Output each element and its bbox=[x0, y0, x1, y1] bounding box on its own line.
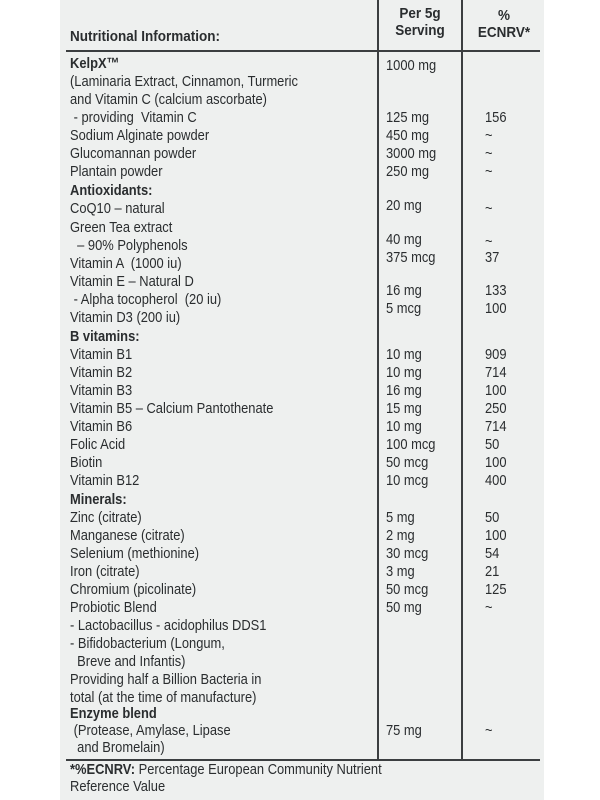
ecnrv-percent: 50 bbox=[485, 436, 500, 453]
nutrient-label: Vitamin A (1000 iu) bbox=[70, 255, 182, 272]
ecnrv-percent: 133 bbox=[485, 282, 507, 299]
amount-per-serving: 75 mg bbox=[386, 722, 422, 739]
footnote-line2: Reference Value bbox=[70, 778, 166, 795]
amount-per-serving: 50 mg bbox=[386, 599, 422, 616]
nutrient-label: CoQ10 – natural bbox=[70, 200, 165, 217]
ecnrv-percent: 250 bbox=[485, 400, 507, 417]
section-heading: Enzyme blend bbox=[70, 705, 157, 722]
ecnrv-percent: 125 bbox=[485, 581, 507, 598]
ecnrv-percent: 54 bbox=[485, 545, 500, 562]
nutrient-label: Vitamin B1 bbox=[70, 346, 133, 363]
amount-per-serving: 20 mg bbox=[386, 197, 422, 214]
section-heading: Minerals: bbox=[70, 491, 127, 508]
nutrient-label: Biotin bbox=[70, 454, 103, 471]
ecnrv-percent: 100 bbox=[485, 382, 507, 399]
nutrition-panel bbox=[60, 0, 544, 800]
amount-per-serving: 450 mg bbox=[386, 127, 430, 144]
nutrient-label: Green Tea extract bbox=[70, 219, 173, 236]
nutrient-label: - Alpha tocopherol (20 iu) bbox=[70, 291, 222, 308]
ecnrv-percent: ~ bbox=[485, 200, 493, 217]
section-heading: KelpX™ bbox=[70, 55, 120, 72]
ecnrv-percent: 714 bbox=[485, 364, 507, 381]
nutrient-label: total (at the time of manufacture) bbox=[70, 689, 257, 706]
ecnrv-percent: 156 bbox=[485, 109, 507, 126]
amount-per-serving: 16 mg bbox=[386, 382, 422, 399]
nutrient-label: Providing half a Billion Bacteria in bbox=[70, 671, 262, 688]
ecnrv-percent: ~ bbox=[485, 145, 493, 162]
amount-per-serving: 40 mg bbox=[386, 231, 422, 248]
ecnrv-header-line1: % bbox=[497, 7, 511, 24]
ecnrv-header-line2: ECNRV* bbox=[477, 24, 531, 41]
amount-per-serving: 3 mg bbox=[386, 563, 415, 580]
column-divider-serving bbox=[377, 0, 379, 760]
amount-per-serving: 2 mg bbox=[386, 527, 415, 544]
amount-per-serving: 125 mg bbox=[386, 109, 430, 126]
nutrient-label: Glucomannan powder bbox=[70, 145, 197, 162]
nutrient-label: Iron (citrate) bbox=[70, 563, 140, 580]
nutrient-label: Zinc (citrate) bbox=[70, 509, 142, 526]
nutrient-label: Vitamin B6 bbox=[70, 418, 133, 435]
section-heading: Antioxidants: bbox=[70, 182, 153, 199]
ecnrv-percent: ~ bbox=[485, 233, 493, 250]
section-heading: B vitamins: bbox=[70, 328, 140, 345]
header-rule bbox=[66, 50, 540, 52]
amount-per-serving: 10 mcg bbox=[386, 472, 429, 489]
nutrient-label: Breve and Infantis) bbox=[70, 653, 186, 670]
serving-header-line2: Serving bbox=[395, 22, 445, 39]
nutrient-label: Manganese (citrate) bbox=[70, 527, 185, 544]
ecnrv-percent: 100 bbox=[485, 300, 507, 317]
ecnrv-percent: 21 bbox=[485, 563, 500, 580]
nutrient-label: (Laminaria Extract, Cinnamon, Turmeric bbox=[70, 73, 298, 90]
nutrient-label: Folic Acid bbox=[70, 436, 126, 453]
nutrient-label: and Vitamin C (calcium ascorbate) bbox=[70, 91, 267, 108]
amount-per-serving: 10 mg bbox=[386, 364, 422, 381]
nutrient-label: - providing Vitamin C bbox=[70, 109, 197, 126]
nutrient-label: Selenium (methionine) bbox=[70, 545, 200, 562]
amount-per-serving: 10 mg bbox=[386, 346, 422, 363]
amount-per-serving: 5 mcg bbox=[386, 300, 422, 317]
nutrient-label: Vitamin B5 – Calcium Pantothenate bbox=[70, 400, 274, 417]
nutrient-label: - Bifidobacterium (Longum, bbox=[70, 635, 225, 652]
nutrient-label: Vitamin B12 bbox=[70, 472, 140, 489]
amount-per-serving: 50 mcg bbox=[386, 581, 429, 598]
nutrient-label: Plantain powder bbox=[70, 163, 163, 180]
ecnrv-percent: ~ bbox=[485, 599, 493, 616]
footnote-text: Percentage European Community Nutrient bbox=[135, 761, 382, 778]
amount-per-serving: 30 mcg bbox=[386, 545, 429, 562]
amount-per-serving: 100 mcg bbox=[386, 436, 436, 453]
nutrient-label: Vitamin D3 (200 iu) bbox=[70, 309, 181, 326]
ecnrv-percent: ~ bbox=[485, 127, 493, 144]
column-divider-ecnrv bbox=[461, 0, 463, 760]
nutrient-label: – 90% Polyphenols bbox=[70, 237, 188, 254]
ecnrv-percent: 100 bbox=[485, 527, 507, 544]
nutrient-label: Probiotic Blend bbox=[70, 599, 157, 616]
footnote-line1 bbox=[70, 761, 382, 779]
nutrient-label: and Bromelain) bbox=[70, 739, 165, 756]
nutrient-label: Vitamin B2 bbox=[70, 364, 133, 381]
amount-per-serving: 5 mg bbox=[386, 509, 415, 526]
amount-per-serving: 1000 mg bbox=[386, 57, 437, 74]
ecnrv-percent: 400 bbox=[485, 472, 507, 489]
amount-per-serving: 3000 mg bbox=[386, 145, 437, 162]
table-title: Nutritional Information: bbox=[70, 28, 220, 45]
footnote-key: *%ECNRV: bbox=[70, 761, 136, 778]
nutrient-label: Vitamin B3 bbox=[70, 382, 133, 399]
nutrient-label: Chromium (picolinate) bbox=[70, 581, 197, 598]
ecnrv-percent: 909 bbox=[485, 346, 507, 363]
amount-per-serving: 16 mg bbox=[386, 282, 422, 299]
amount-per-serving: 10 mg bbox=[386, 418, 422, 435]
ecnrv-percent: ~ bbox=[485, 722, 493, 739]
amount-per-serving: 15 mg bbox=[386, 400, 422, 417]
ecnrv-percent: 100 bbox=[485, 454, 507, 471]
amount-per-serving: 50 mcg bbox=[386, 454, 429, 471]
nutrient-label: Vitamin E – Natural D bbox=[70, 273, 194, 290]
amount-per-serving: 375 mcg bbox=[386, 249, 436, 266]
serving-header-line1: Per 5g bbox=[399, 5, 441, 22]
ecnrv-percent: ~ bbox=[485, 163, 493, 180]
ecnrv-percent: 50 bbox=[485, 509, 500, 526]
ecnrv-percent: 714 bbox=[485, 418, 507, 435]
nutrient-label: - Lactobacillus - acidophilus DDS1 bbox=[70, 617, 267, 634]
nutrient-label: (Protease, Amylase, Lipase bbox=[70, 722, 231, 739]
ecnrv-percent: 37 bbox=[485, 249, 500, 266]
amount-per-serving: 250 mg bbox=[386, 163, 430, 180]
nutrient-label: Sodium Alginate powder bbox=[70, 127, 210, 144]
